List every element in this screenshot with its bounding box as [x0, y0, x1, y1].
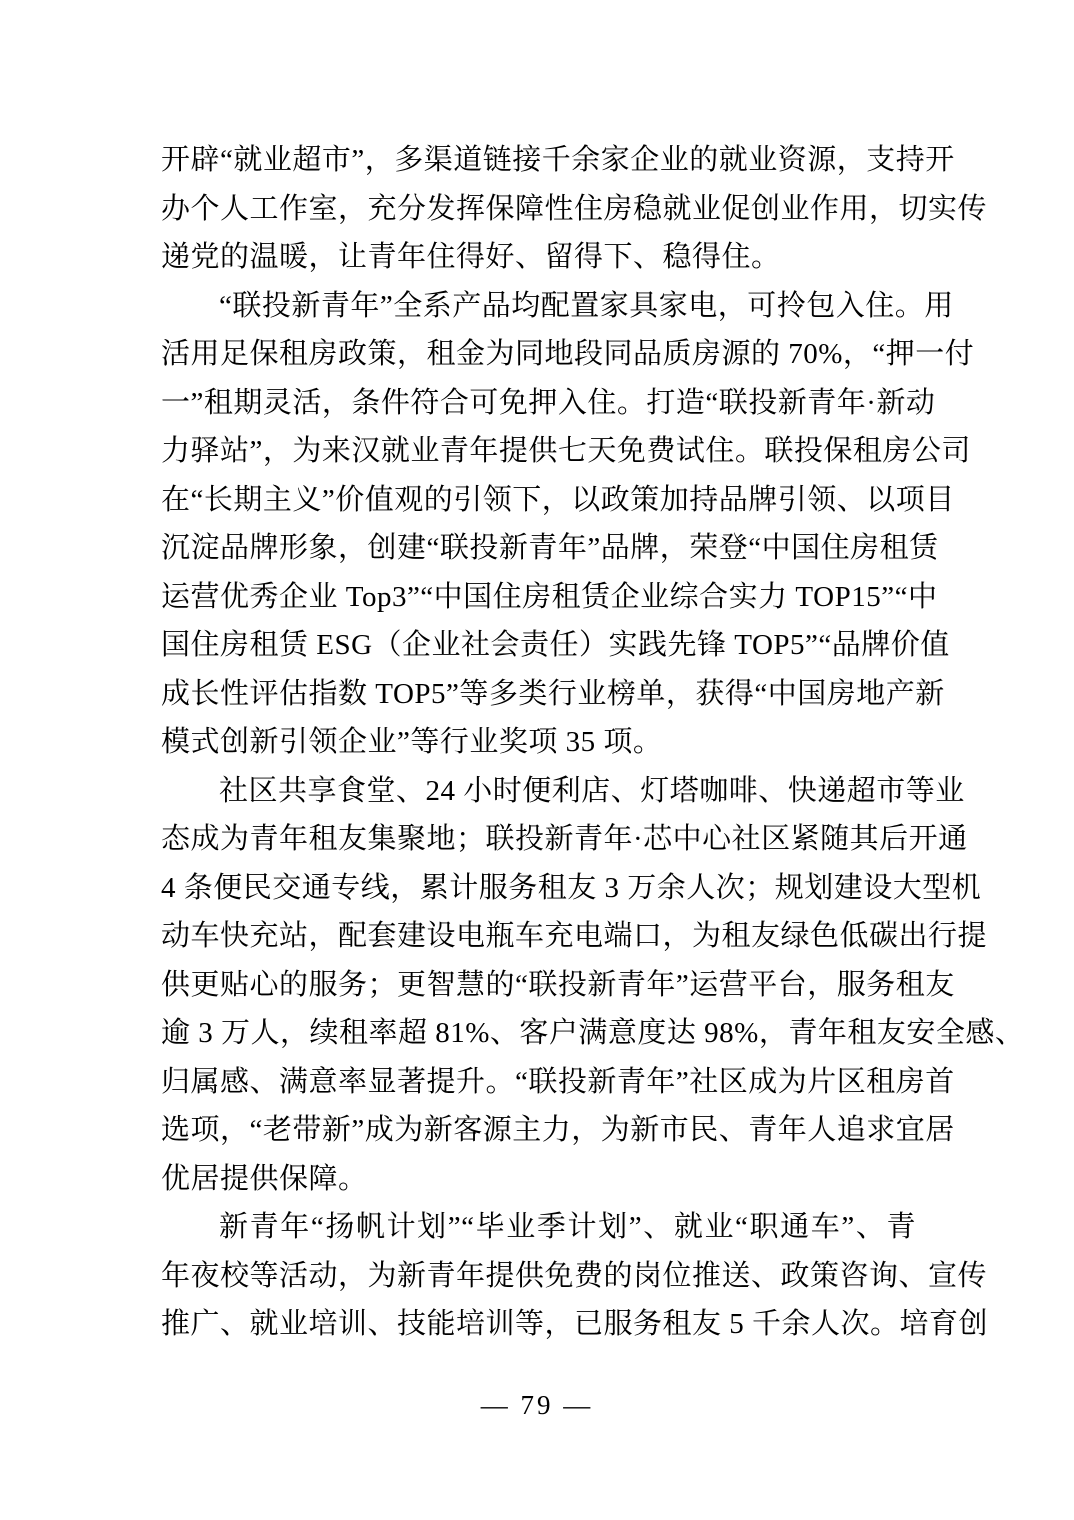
- text-line: 办个人工作室，充分发挥保障性住房稳就业促创业作用，切实传: [161, 192, 988, 225]
- text-line: 优居提供保障。: [161, 1162, 368, 1195]
- text-line: 社区共享食堂、24 小时便利店、灯塔咖啡、快递超市等业: [219, 774, 965, 807]
- text-line: “联投新青年”全系产品均配置家具家电，可拎包入住。用: [219, 289, 954, 322]
- text-line: 一”租期灵活，条件符合可免押入住。打造“联投新青年·新动: [161, 386, 936, 419]
- text-line: 沉淀品牌形象，创建“联投新青年”品牌，荣登“中国住房租赁: [161, 532, 939, 564]
- text-line: 模式创新引领企业”等行业奖项 35 项。: [161, 726, 663, 758]
- text-line: 4 条便民交通专线，累计服务租友 3 万余人次；规划建设大型机: [161, 871, 982, 904]
- body-text: [161, 136, 1025, 1349]
- text-line: 力驿站”，为来汉就业青年提供七天免费试住。联投保租房公司: [161, 435, 971, 467]
- text-line: 活用足保租房政策，租金为同地段同品质房源的 70%，“押一付: [161, 338, 975, 370]
- text-line: 逾 3 万人，续租率超 81%、客户满意度达 98%，青年租友安全感、: [161, 1017, 1025, 1049]
- text-line: 运营优秀企业 Top3”“中国住房租赁企业综合实力 TOP15”“中: [161, 580, 938, 613]
- text-line: 开辟“就业超市”，多渠道链接千余家企业的就业资源，支持开: [161, 144, 955, 176]
- text-line: 国住房租赁 ESG（企业社会责任）实践先锋 TOP5”“品牌价值: [161, 629, 950, 661]
- text-line: 动车快充站，配套建设电瓶车充电端口，为租友绿色低碳出行提: [161, 920, 988, 952]
- text-line: 递党的温暖，让青年住得好、留得下、稳得住。: [161, 241, 781, 273]
- text-line: 成长性评估指数 TOP5”等多类行业榜单，获得“中国房地产新: [161, 677, 945, 710]
- page-footer: [0, 1390, 1074, 1421]
- page-number: — 79 —: [480, 1390, 594, 1420]
- text-line: 年夜校等活动，为新青年提供免费的岗位推送、政策咨询、宣传: [161, 1259, 988, 1292]
- text-line: 归属感、满意率显著提升。“联投新青年”社区成为片区租房首: [161, 1065, 955, 1098]
- text-line: 态成为青年租友集聚地；联投新青年·芯中心社区紧随其后开通: [161, 823, 968, 855]
- text-line: 在“长期主义”价值观的引领下，以政策加持品牌引领、以项目: [161, 483, 955, 516]
- text-line: 选项，“老带新”成为新客源主力，为新市民、青年人追求宜居: [161, 1114, 955, 1146]
- text-line: 新青年“扬帆计划”“毕业季计划”、就业“职通车”、青: [219, 1211, 916, 1243]
- text-line: 推广、就业培训、技能培训等，已服务租友 5 千余人次。培育创: [161, 1308, 989, 1340]
- text-line: 供更贴心的服务；更智慧的“联投新青年”运营平台，服务租友: [161, 968, 955, 1001]
